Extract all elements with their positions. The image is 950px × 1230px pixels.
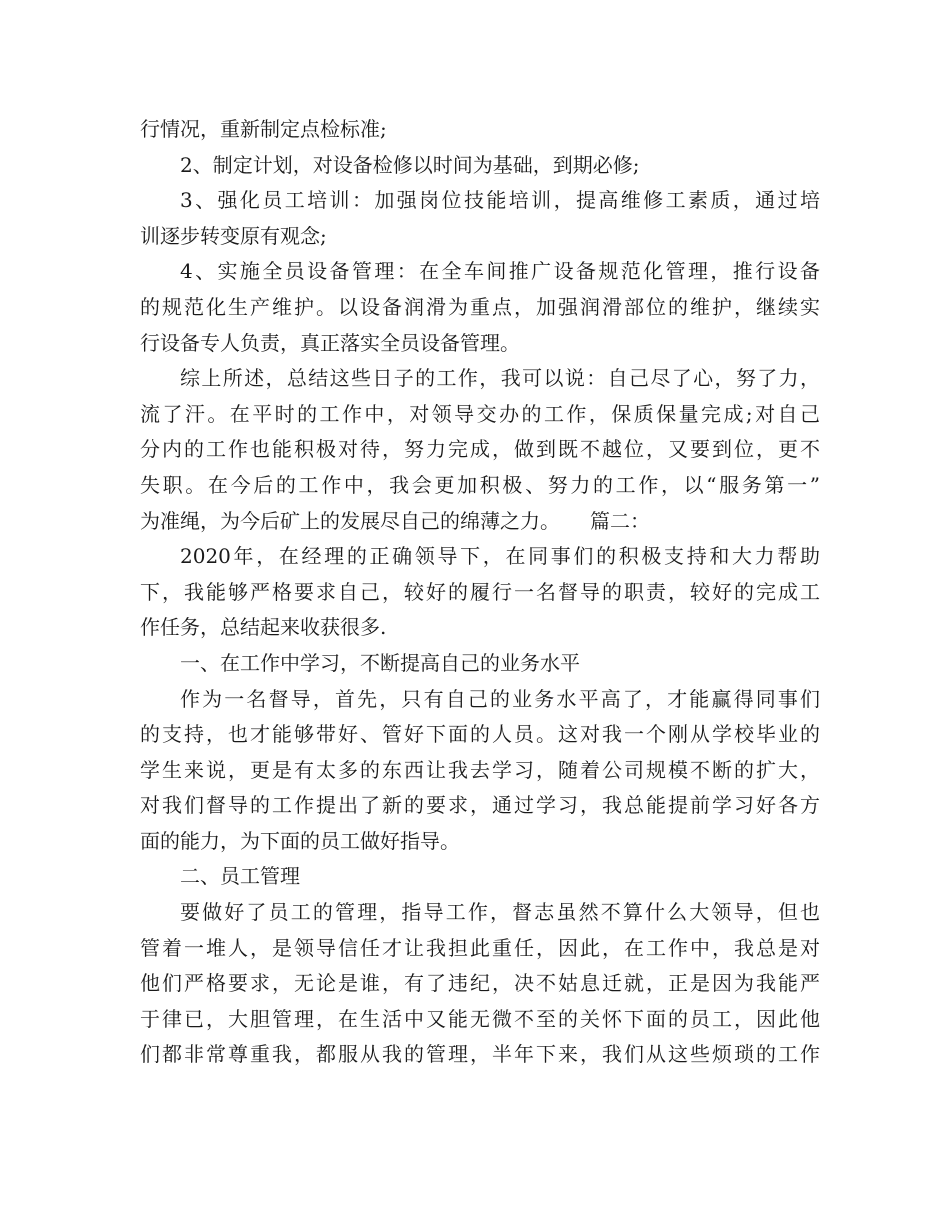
paragraph-line: 行情况，重新制定点检标准; xyxy=(140,117,387,141)
paragraph-line: 2020年，在经理的正确领导下，在同事们的积极支持和大力帮助 xyxy=(180,544,820,569)
paragraph-line: 面的能力，为下面的员工做好指导。 xyxy=(140,828,460,853)
paragraph-line: 流了汗。在平时的工作中，对领导交办的工作，保质保量完成;对自己 xyxy=(140,401,820,426)
paragraph-line: 作任务，总结起来收获很多. xyxy=(140,615,387,640)
paragraph-line: 训逐步转变原有观念; xyxy=(140,223,327,248)
paragraph-line: 4、实施全员设备管理：在全车间推广设备规范化管理，推行设备 xyxy=(180,259,820,284)
section-heading: 一、在工作中学习，不断提高自己的业务水平 xyxy=(180,650,580,675)
section-heading: 二、员工管理 xyxy=(180,864,300,889)
paragraph-line: 为准绳，为今后矿上的发展尽自己的绵薄之力。 篇二： xyxy=(140,508,650,533)
paragraph-line: 们都非常尊重我，都服从我的管理，半年下来，我们从这些烦琐的工作 xyxy=(140,1042,820,1067)
paragraph-line: 分内的工作也能积极对待，努力完成，做到既不越位，又要到位，更不 xyxy=(140,437,820,462)
paragraph-line: 的规范化生产维护。以设备润滑为重点，加强润滑部位的维护，继续实 xyxy=(140,294,820,319)
paragraph-line: 失职。在今后的工作中，我会更加积极、努力的工作，以“服务第一” xyxy=(140,472,820,497)
paragraph-line: 对我们督导的工作提出了新的要求，通过学习，我总能提前学习好各方 xyxy=(140,793,820,818)
paragraph-line: 于律已，大胆管理，在生活中又能无微不至的关怀下面的员工，因此他 xyxy=(140,1006,820,1031)
paragraph-line: 作为一名督导，首先，只有自己的业务水平高了，才能赢得同事们 xyxy=(180,686,820,711)
paragraph-line: 3、强化员工培训：加强岗位技能培训，提高维修工素质，通过培 xyxy=(180,188,820,213)
paragraph-line: 综上所述，总结这些日子的工作，我可以说：自己尽了心，努了力， xyxy=(180,366,820,391)
paragraph-line: 2、制定计划，对设备检修以时间为基础，到期必修; xyxy=(180,152,640,177)
paragraph-line: 行设备专人负责，真正落实全员设备管理。 xyxy=(140,330,520,355)
paragraph-line: 下，我能够严格要求自己，较好的履行一名督导的职责，较好的完成工 xyxy=(140,579,820,604)
document-body xyxy=(140,112,820,1073)
paragraph-line: 学生来说，更是有太多的东西让我去学习，随着公司规模不断的扩大， xyxy=(140,757,820,782)
paragraph-line: 要做好了员工的管理，指导工作，督志虽然不算什么大领导，但也 xyxy=(180,900,820,925)
paragraph-line: 他们严格要求，无论是谁，有了违纪，决不姑息迁就，正是因为我能严 xyxy=(140,971,820,996)
paragraph-line: 的支持，也才能够带好、管好下面的人员。这对我一个刚从学校毕业的 xyxy=(140,722,820,747)
paragraph-line: 管着一堆人，是领导信任才让我担此重任，因此，在工作中，我总是对 xyxy=(140,935,820,960)
